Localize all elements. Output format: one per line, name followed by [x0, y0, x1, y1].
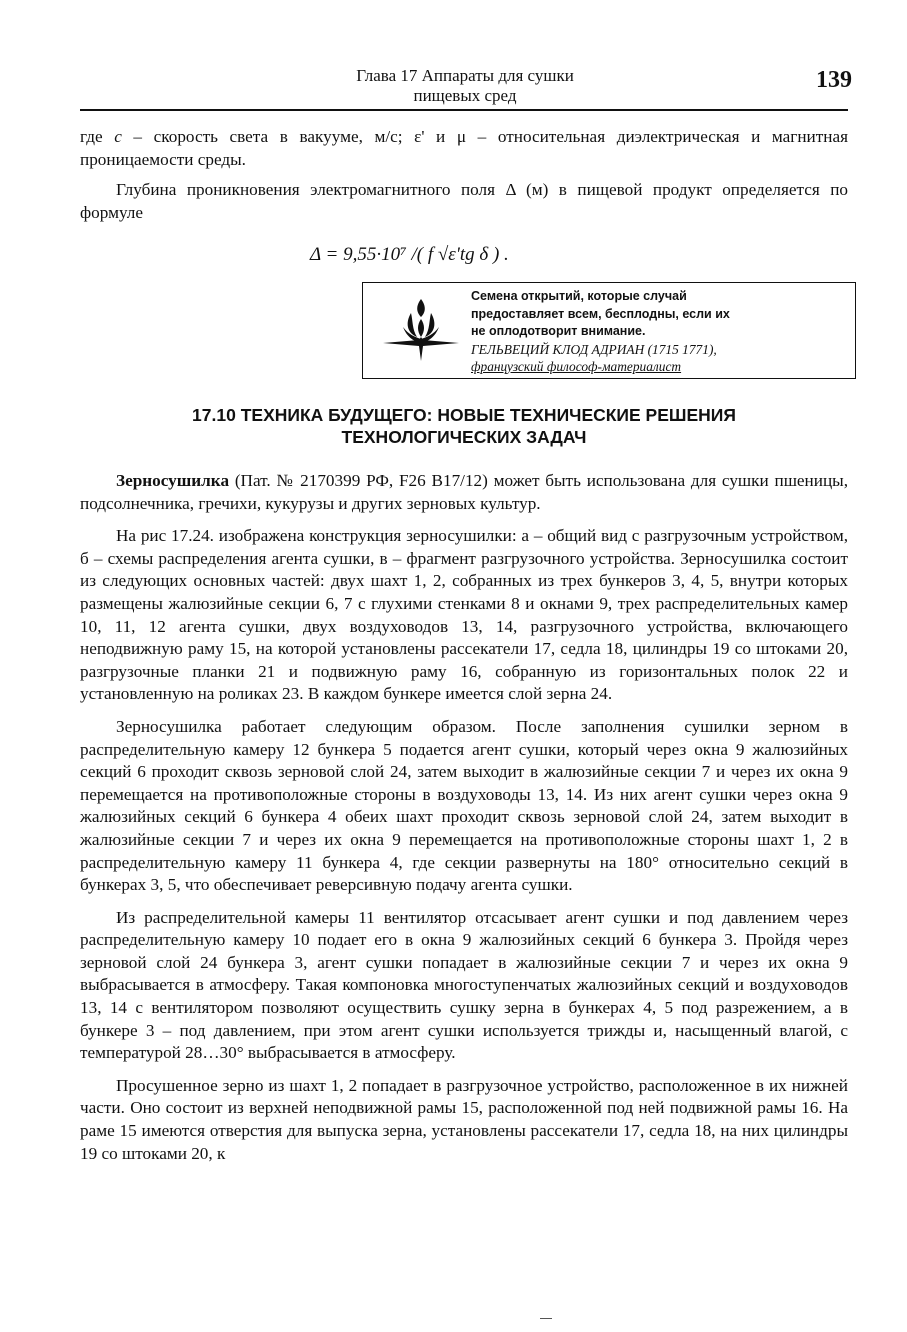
section-heading-line1: 17.10 ТЕХНИКА БУДУЩЕГО: НОВЫЕ ТЕХНИЧЕСКИЕ РЕШЕНИЯ: [192, 405, 736, 425]
body-paragraph-1: Зерносушилка (Пат. № 2170399 РФ, F26 B17/12) может быть использована для сушки пшеницы, подсолнечника, гречихи, кукурузы и других зерновых культур.: [80, 471, 848, 513]
section-heading: [80, 404, 848, 448]
epigraph-line-1: Семена открытий, которые случай: [471, 289, 687, 303]
epigraph-author: ГЕЛЬВЕЦИЙ КЛОД АДРИАН (1715 1771),: [471, 341, 717, 357]
intro-paragraph-1: где c – скорость света в вакууме, м/с; ε' и μ – относительная диэлектрическая и магнитная проницаемости среды.: [80, 127, 848, 169]
body-paragraph-2: На рис 17.24. изображена конструкция зерносушилки: а – общий вид с разгрузочным устройством, б – схемы распределения агента сушки, в – фрагмент разгрузочного устройства. Зерносушилка состоит из следующих основных частей: двух шахт 1, 2, собранных из трех бункеров 3, 4, 5, внутри которых размещены жалюзийные секции 6, 7 с глухими стенками 8 и окнами 9, трех распределительных камер 10, 11, 12 агента сушки, двух воздуховодов 13, 14, разгрузочного устройства, включающего неподвижную раму 15, на которой установлены рассекатели 17, седла 18, цилиндры 19 со штоками 20, разгрузочные планки 21 и подвижную раму 16, собранную из горизонтальных полок 22 и установленную на роликах 23. В каждом бункере имеется слой зерна 24.: [80, 526, 848, 704]
intro-paragraph-2: Глубина проникновения электромагнитного поля Δ (м) в пищевой продукт определяется по формуле: [80, 180, 848, 222]
running-head-line2: пищевых сред: [413, 86, 517, 105]
epigraph-box: [362, 282, 856, 379]
running-head-line1: Глава 17 Аппараты для сушки: [356, 66, 574, 85]
scan-mark: [540, 1318, 552, 1319]
body-paragraph-4: Из распределительной камеры 11 вентилятор отсасывает агент сушки и под давлением через распределительную камеру 10 подает его в окна 9 жалюзийных секций 6 бункера 3. Пройдя через зерновой слой 24 бункера 3, агент сушки попадает в жалюзийные секции 7 и через их окна 9 выбрасывается в атмосферу. Такая компоновка многоступенчатых жалюзийных секций и воздуховодов 13, 14 с вентилятором позволяют осуществить сушку зерна в бункерах 4, 5 под разрежением, а в бункере 3 – под давлением, при этом агент сушки используется трижды и, насыщенный влагой, с температурой 28…30° выбрасывается в атмосферу.: [80, 907, 848, 1063]
flame-torch-icon: [381, 293, 461, 363]
running-head: [300, 66, 630, 106]
body-paragraph-3: Зерносушилка работает следующим образом. После заполнения сушилки зерном в распределительную камеру 12 бункера 5 подается агент сушки, который через окна 9 жалюзийных секций 6 проходит сквозь зерновой слой 24, затем выходит в жалюзийные секции 7 и через их окна 9 перемещается на противоположные стороны в воздуховоды 13, 14. Из них агент сушки через окна 9 жалюзийных секций 6 бункера 4 обеих шахт проходит сквозь зерновой слой 24, затем выходит в жалюзийные секции 7 и через их окна 9 перемещается на противоположные стороны шахт 1, 2 в распределительную камеру 11 бункера 4, где секции развернуты на 180° относительно секций в бункерах 3, 5, что обеспечивает реверсивную подачу агента сушки.: [80, 716, 848, 895]
epigraph-text: [471, 288, 851, 376]
epigraph-author-role: французский философ-материалист: [471, 359, 682, 374]
header-divider: [80, 109, 848, 111]
epigraph-line-3: не оплодотворит внимание.: [471, 324, 646, 338]
intro-text: [80, 126, 848, 224]
body-paragraph-5: Просушенное зерно из шахт 1, 2 попадает в разгрузочное устройство, расположенное в их нижней части. Оно состоит из верхней неподвижной рамы 15, расположенной под ней подвижной рамы 16. На раме 15 имеются отверстия для выпуска зерна, установлены рассекатели 17, седла 18, на них цилиндры 19 со штоками 20, к: [80, 1075, 848, 1163]
body-text: [80, 470, 848, 1165]
epigraph-line-2: предоставляет всем, бесплодны, если их: [471, 306, 730, 321]
section-heading-line2: ТЕХНОЛОГИЧЕСКИХ ЗАДАЧ: [341, 427, 587, 447]
page-number: 139: [816, 67, 852, 93]
formula: Δ = 9,55·10⁷ /( f √ε'tg δ ) .: [310, 244, 509, 265]
